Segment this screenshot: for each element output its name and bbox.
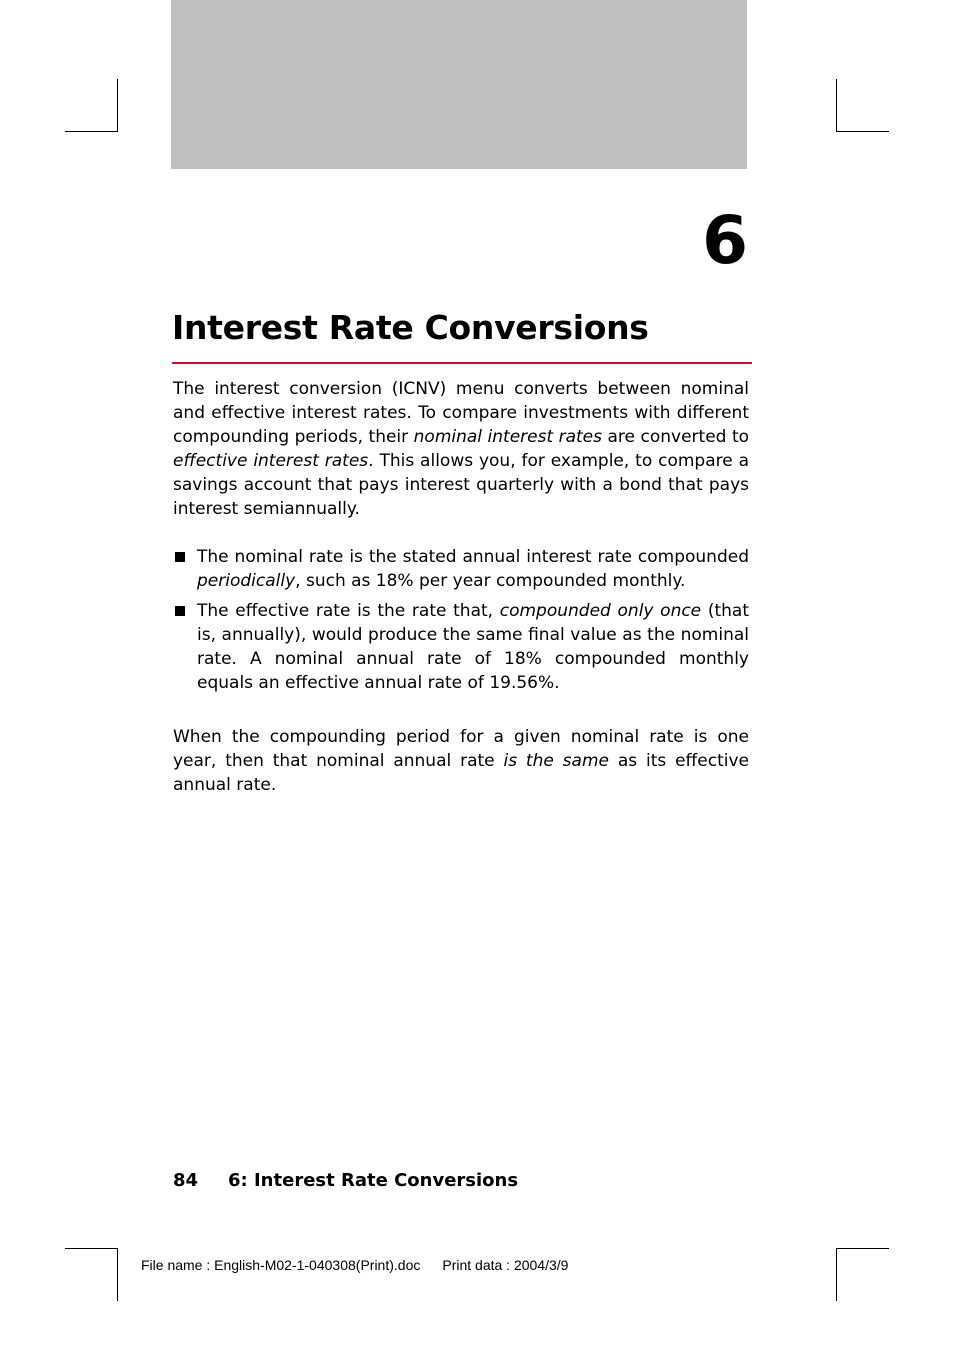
list-item: The nominal rate is the stated annual interest rate compounded periodically, such as 18% per year compounded monthly. [173, 545, 749, 593]
crop-mark-top-left-h [65, 131, 118, 132]
page-number: 84 [173, 1170, 199, 1191]
title-rule [172, 362, 752, 364]
closing-paragraph: When the compounding period for a given nominal rate is one year, then that nominal annual rate is the same as its effective annual rate. [173, 727, 749, 795]
crop-mark-bottom-left-v [117, 1248, 118, 1301]
crop-mark-top-right-v [836, 79, 837, 132]
bullet-list [173, 545, 749, 701]
square-bullet-icon [175, 606, 185, 616]
running-title: 6: Interest Rate Conversions [228, 1170, 519, 1191]
chapter-number: 6 [702, 202, 748, 279]
crop-mark-top-left-v [117, 79, 118, 132]
intro-paragraph: The interest conversion (ICNV) menu converts between nominal and effective interest rates. To compare investments with different compounding periods, their nominal interest rates are converted to effective interest rates. This allows you, for example, to compare a savings account that pays interest quarterly with a bond that pays interest semiannually. [173, 379, 750, 519]
page-footer [173, 1168, 518, 1194]
crop-mark-bottom-right-h [836, 1248, 889, 1249]
square-bullet-icon [175, 552, 185, 562]
print-info [141, 1256, 568, 1274]
crop-mark-bottom-left-h [65, 1248, 118, 1249]
header-gray-band [171, 0, 747, 169]
list-item: The effective rate is the rate that, compounded only once (that is, annually), would produce the same final value as the nominal rate. A nominal annual rate of 18% compounded monthly equals an effective annual rate of 19.56%. [173, 599, 749, 695]
print-date: Print data : 2004/3/9 [442, 1257, 569, 1273]
file-name: File name : English-M02-1-040308(Print).doc [141, 1257, 421, 1273]
chapter-title: Interest Rate Conversions [172, 308, 649, 347]
crop-mark-bottom-right-v [836, 1248, 837, 1301]
crop-mark-top-right-h [836, 131, 889, 132]
